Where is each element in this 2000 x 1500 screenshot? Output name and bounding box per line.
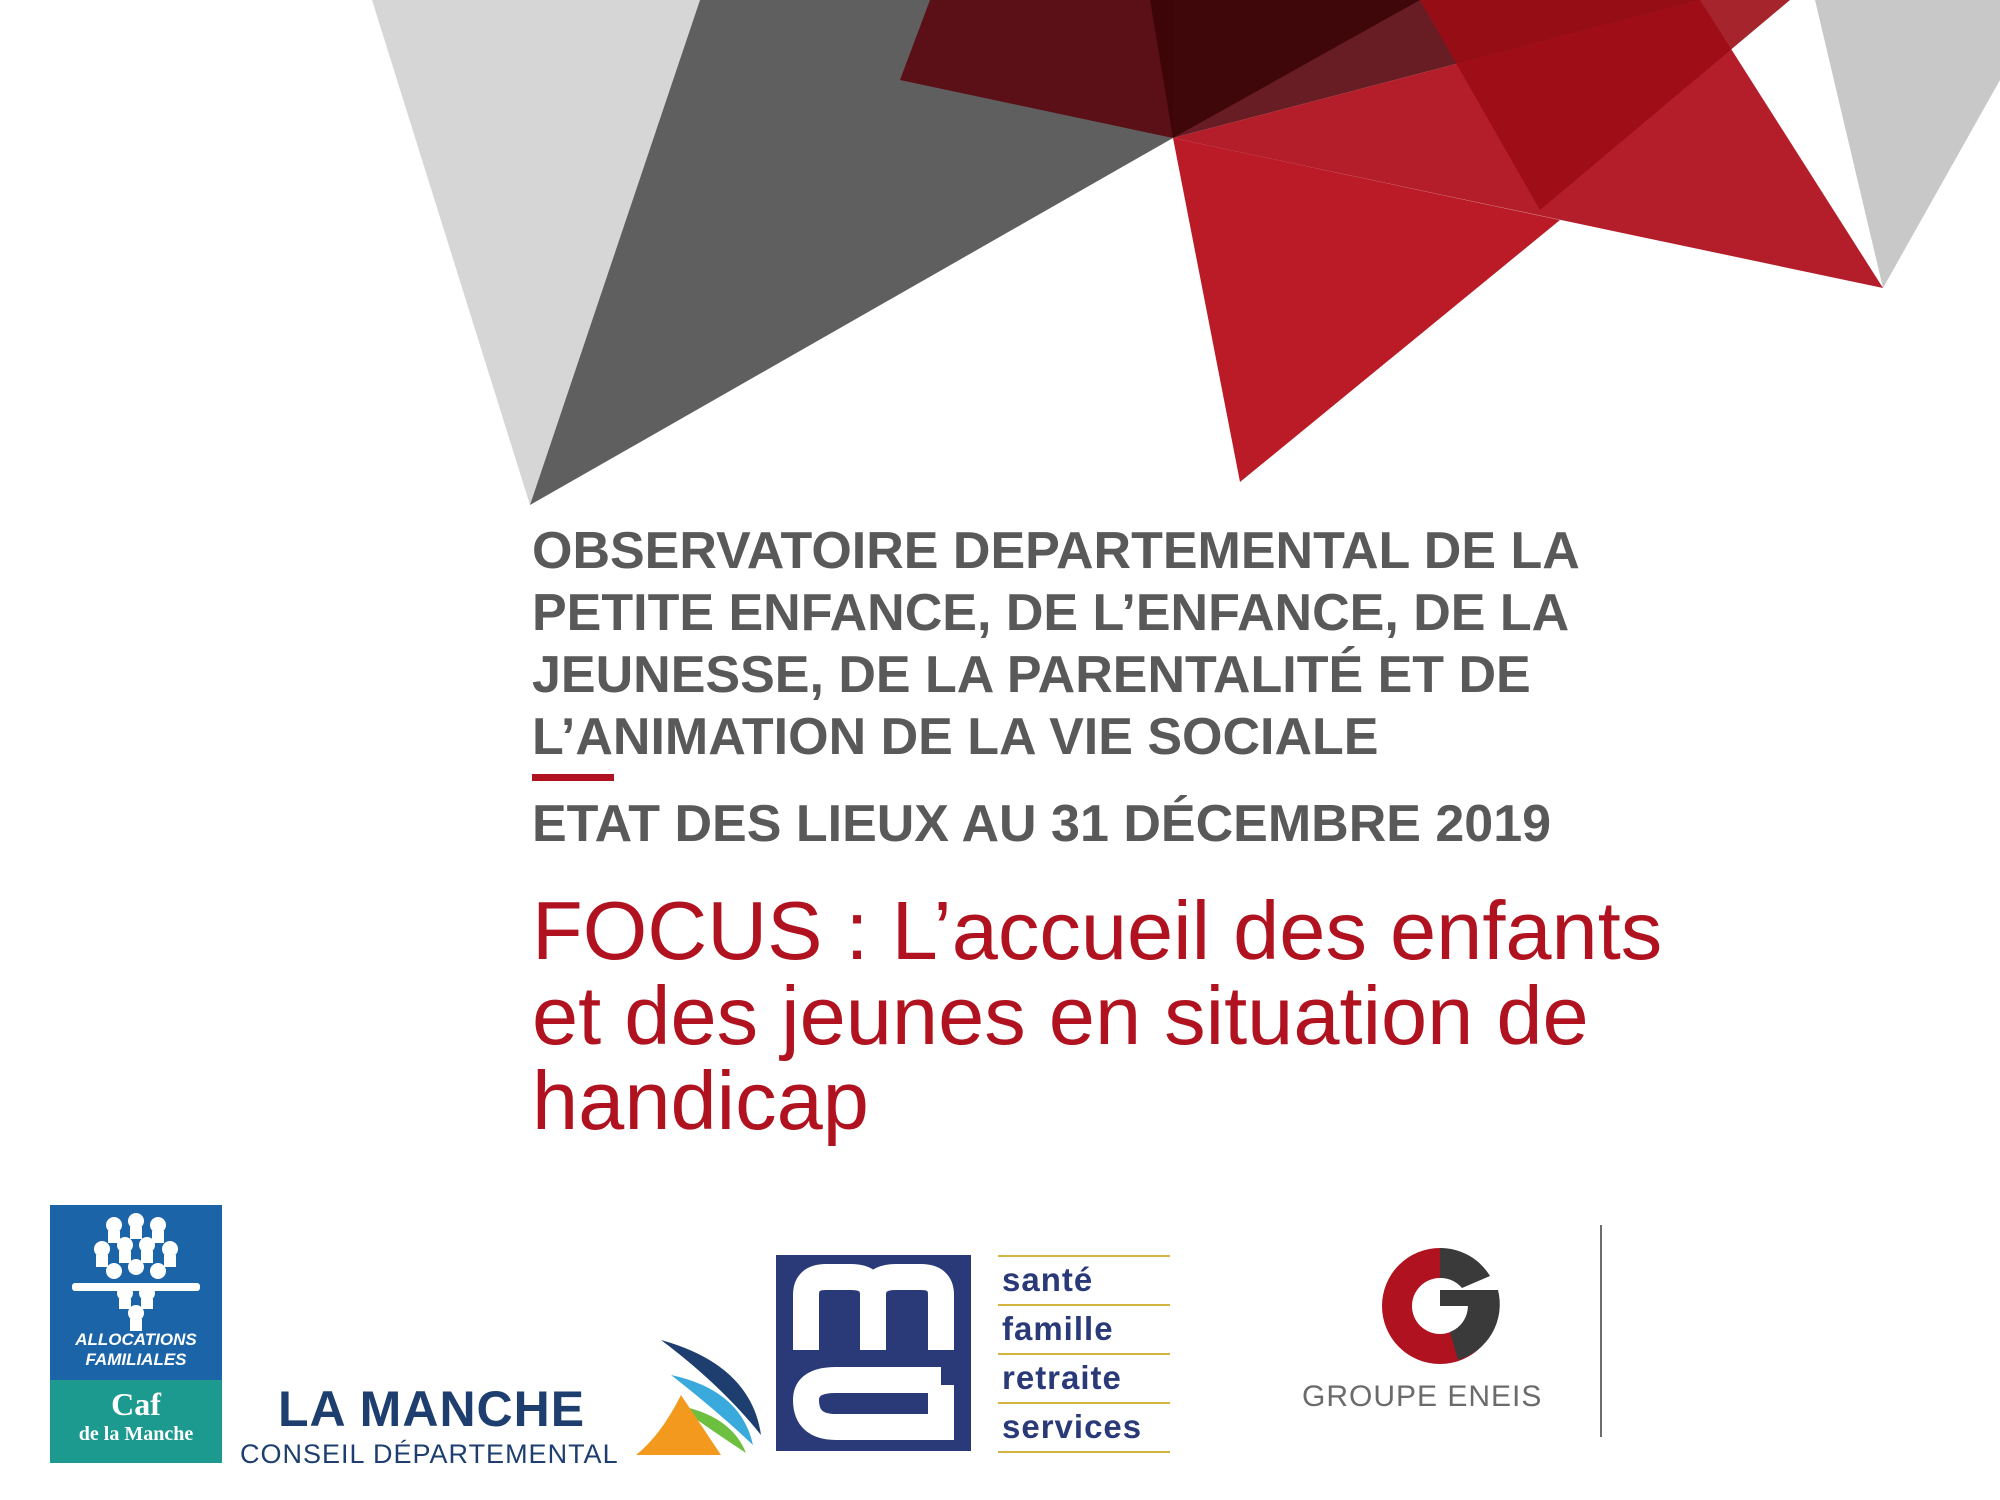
eneis-emblem-icon <box>1290 1240 1600 1370</box>
caf-logo <box>50 1205 222 1463</box>
vertical-divider <box>1600 1225 1602 1437</box>
title-line: L’ANIMATION DE LA VIE SOCIALE <box>532 708 1379 766</box>
la-manche-swoosh-icon <box>631 1335 771 1465</box>
observatory-title <box>532 520 1832 768</box>
title-line: OBSERVATOIRE DEPARTEMENTAL DE LA <box>532 522 1580 580</box>
title-block <box>532 520 1832 768</box>
la-manche-name: LA MANCHE <box>278 1381 586 1437</box>
decorative-triangles <box>0 0 2000 520</box>
title-line: PETITE ENFANCE, DE L’ENFANCE, DE LA <box>532 584 1570 642</box>
msa-word: famille <box>998 1306 1170 1355</box>
focus-heading <box>532 884 1832 1147</box>
focus-line: et des jeunes en situation de <box>532 969 1589 1062</box>
red-separator-bar <box>532 774 614 781</box>
caf-name: Caf <box>111 1386 161 1422</box>
caf-line2: FAMILIALES <box>85 1350 187 1369</box>
subtitle-date: ETAT DES LIEUX AU 31 DÉCEMBRE 2019 <box>532 795 1552 853</box>
la-manche-logo <box>236 1335 768 1469</box>
msa-tagline <box>998 1255 1170 1453</box>
msa-word: retraite <box>998 1355 1170 1404</box>
msa-logo <box>776 1255 1170 1451</box>
caf-region: de la Manche <box>78 1423 194 1445</box>
focus-line: handicap <box>532 1054 869 1147</box>
groupe-eneis-logo <box>1290 1240 1600 1420</box>
msa-word: santé <box>998 1255 1170 1306</box>
title-line: JEUNESSE, DE LA PARENTALITÉ ET DE <box>532 646 1531 704</box>
msa-monogram-icon <box>776 1255 971 1451</box>
caf-line1: ALLOCATIONS <box>75 1330 197 1349</box>
focus-line: FOCUS : L’accueil des enfants <box>532 884 1663 977</box>
la-manche-subtitle: CONSEIL DÉPARTEMENTAL <box>240 1439 619 1469</box>
eneis-name: GROUPE ENEIS <box>1302 1380 1543 1413</box>
msa-word: services <box>998 1404 1170 1453</box>
